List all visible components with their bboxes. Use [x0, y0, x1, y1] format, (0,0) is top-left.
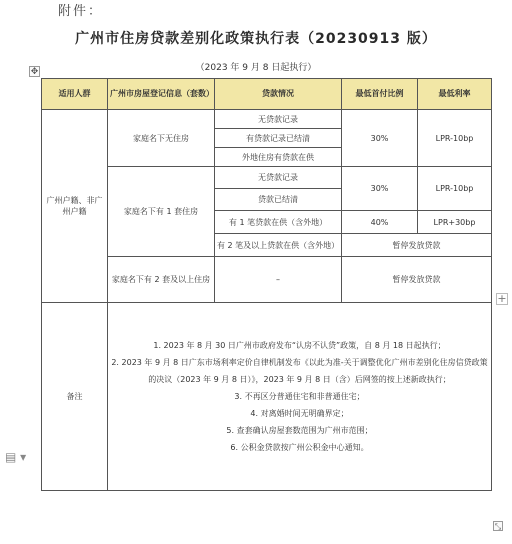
loan-cell: 外地住房有贷款在供 [215, 148, 342, 167]
loan-cell: 无贷款记录 [215, 167, 342, 189]
note-item: 5. 查套确认房屋套数范围为广州市范围； [226, 426, 373, 435]
group-cell: 广州户籍、非广州户籍 [42, 110, 108, 303]
suspended-status-cell: 暂停发放贷款 [342, 257, 492, 303]
document-side-icon[interactable]: ▤ ▾ [5, 450, 27, 464]
attachment-label: 附件： [58, 4, 104, 19]
page-title: 广州市住房贷款差别化政策执行表（20230913 版） [75, 31, 437, 47]
note-item: 6. 公积金贷款按广州公积金中心通知。 [230, 443, 369, 452]
add-column-icon[interactable]: + [497, 292, 507, 305]
note-item: 1. 2023 年 8 月 30 日广州市政府发布“认房不认贷”政策，自 8 月 18 日起执行； [153, 341, 446, 350]
registration-cell: 家庭名下无住房 [108, 110, 215, 167]
loan-cell: 无贷款记录 [215, 110, 342, 129]
notes-row [42, 303, 492, 491]
table-row [42, 167, 492, 189]
rate-cell: LPR-10bp [418, 167, 492, 211]
note-item: 3. 不再区分普通住宅和非普通住宅； [234, 392, 365, 401]
note-item: 4. 对离婚时间无明确界定； [250, 409, 349, 418]
down-payment-cell: 30% [342, 167, 418, 211]
rate-cell: LPR+30bp [418, 211, 492, 234]
effective-date: （2023 年 9 月 8 日起执行） [195, 63, 317, 73]
table-move-handle-icon[interactable]: ✥ [30, 67, 39, 77]
policy-table [41, 78, 492, 491]
table-resize-handle-icon[interactable]: ⤡ [494, 522, 502, 531]
column-header-down-payment: 最低首付比例 [342, 79, 418, 110]
rate-cell: LPR-10bp [418, 110, 492, 167]
loan-cell: – [215, 257, 342, 303]
table-row [42, 110, 492, 129]
note-item: 2. 2023 年 9 月 8 日广东市场利率定价自律机制发布《以此为准-关于调整优化广州市差别化住房信贷政策的决议（2023 年 9 月 8 日）》，2023 年 9 月 8 日（含）后网签的按上述新政执行； [111, 358, 488, 384]
table-header-row [42, 79, 492, 110]
loan-cell: 有贷款记录已结清 [215, 129, 342, 148]
suspended-status-cell: 暂停发放贷款 [342, 234, 492, 257]
column-header-registration: 广州市房屋登记信息（套数） [108, 79, 215, 110]
registration-cell: 家庭名下有 2 套及以上住房 [108, 257, 215, 303]
loan-cell: 有 1 笔贷款在供（含外地） [215, 211, 342, 234]
notes-label-cell: 备注 [42, 303, 108, 491]
column-header-loan-status: 贷款情况 [215, 79, 342, 110]
down-payment-cell: 40% [342, 211, 418, 234]
registration-cell: 家庭名下有 1 套住房 [108, 167, 215, 257]
down-payment-cell: 30% [342, 110, 418, 167]
loan-cell: 有 2 笔及以上贷款在供（含外地） [215, 234, 342, 257]
table-row [42, 257, 492, 303]
loan-cell: 贷款已结清 [215, 189, 342, 211]
notes-cell [108, 303, 492, 491]
column-header-group: 适用人群 [42, 79, 108, 110]
column-header-rate: 最低利率 [418, 79, 492, 110]
